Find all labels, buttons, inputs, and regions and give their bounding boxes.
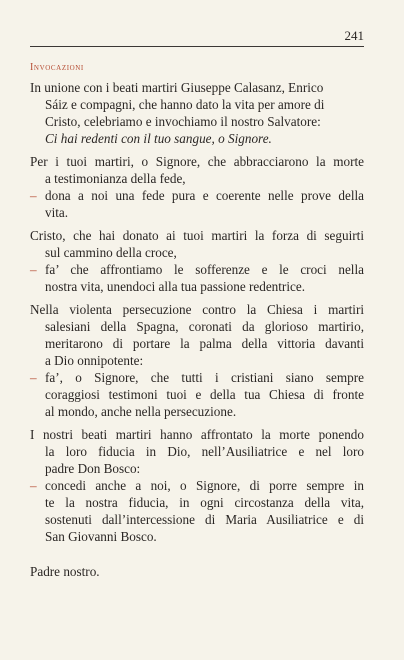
answer-line	[30, 528, 364, 545]
petition-line: meritarono di portare la palma della vittoria davanti	[45, 336, 364, 351]
dash-marker: –	[30, 188, 37, 203]
answer-line	[30, 511, 364, 528]
answer-text: concedi anche a noi, o Signore, di porre sempre in	[45, 478, 364, 493]
book-page	[30, 28, 364, 580]
petition-line: Nella violenta persecuzione contro la Chiesa i martiri	[30, 302, 364, 317]
intro-line: Sáiz e compagni, che hanno dato la vita per amore di	[45, 97, 325, 112]
intro-paragraph	[30, 79, 364, 147]
petition-line: a testimonianza della fede,	[45, 171, 186, 186]
intro-response: Ci hai redenti con il tuo sangue, o Signore.	[45, 131, 272, 146]
page-header	[30, 28, 364, 46]
answer-text: sostenuti dall’intercessione di Maria Ausiliatrice e di	[45, 512, 364, 527]
answer-line	[30, 261, 364, 278]
invocation-1	[30, 153, 364, 221]
answer-line	[30, 386, 364, 403]
header-rule	[30, 46, 364, 47]
petition-line: la loro fiducia in Dio, nell’Ausiliatrice e nel loro	[45, 444, 364, 459]
answer-line	[30, 477, 364, 494]
intro-line: In unione con i beati martiri Giuseppe Calasanz, Enrico	[30, 80, 324, 95]
answer-line	[30, 369, 364, 386]
dash-marker: –	[30, 478, 37, 493]
petition-line: Per i tuoi martiri, o Signore, che abbracciarono la morte	[30, 154, 364, 169]
petition-line: salesiani della Spagna, coronati da glorioso martirio,	[45, 319, 364, 334]
intro-line: Cristo, celebriamo e invochiamo il nostro Salvatore:	[45, 114, 321, 129]
invocation-4	[30, 426, 364, 545]
answer-line	[30, 204, 364, 221]
answer-text: nostra vita, unendoci alla tua passione redentrice.	[45, 279, 305, 294]
answer-line	[30, 494, 364, 511]
petition-line: sul cammino della croce,	[45, 245, 177, 260]
petition-line: I nostri beati martiri hanno affrontato la morte ponendo	[30, 427, 364, 442]
section-title: Invocazioni	[30, 62, 84, 73]
petition-line: Cristo, che hai donato ai tuoi martiri la forza di seguirti	[30, 228, 364, 243]
answer-line	[30, 187, 364, 204]
answer-text: vita.	[45, 205, 69, 220]
answer-text: San Giovanni Bosco.	[45, 529, 157, 544]
answer-text: fa’, o Signore, che tutti i cristiani siano sempre	[45, 370, 364, 385]
answer-text: fa’ che affrontiamo le sofferenze e le croci nella	[45, 262, 364, 277]
page-number: 241	[344, 28, 364, 43]
dash-marker: –	[30, 262, 37, 277]
invocation-2	[30, 227, 364, 295]
answer-line	[30, 403, 364, 420]
answer-text: te la nostra fiducia, in ogni circostanza della vita,	[45, 495, 364, 510]
answer-line	[30, 278, 364, 295]
petition-line: padre Don Bosco:	[45, 461, 141, 476]
closing-prayer: Padre nostro.	[30, 564, 100, 579]
invocation-3	[30, 301, 364, 420]
answer-text: coraggiosi testimoni tuoi e della tua Chiesa di fronte	[45, 387, 364, 402]
answer-text: dona a noi una fede pura e coerente nelle prove della	[45, 188, 364, 203]
answer-text: al mondo, anche nella persecuzione.	[45, 404, 237, 419]
dash-marker: –	[30, 370, 37, 385]
petition-line: a Dio onnipotente:	[45, 353, 144, 368]
